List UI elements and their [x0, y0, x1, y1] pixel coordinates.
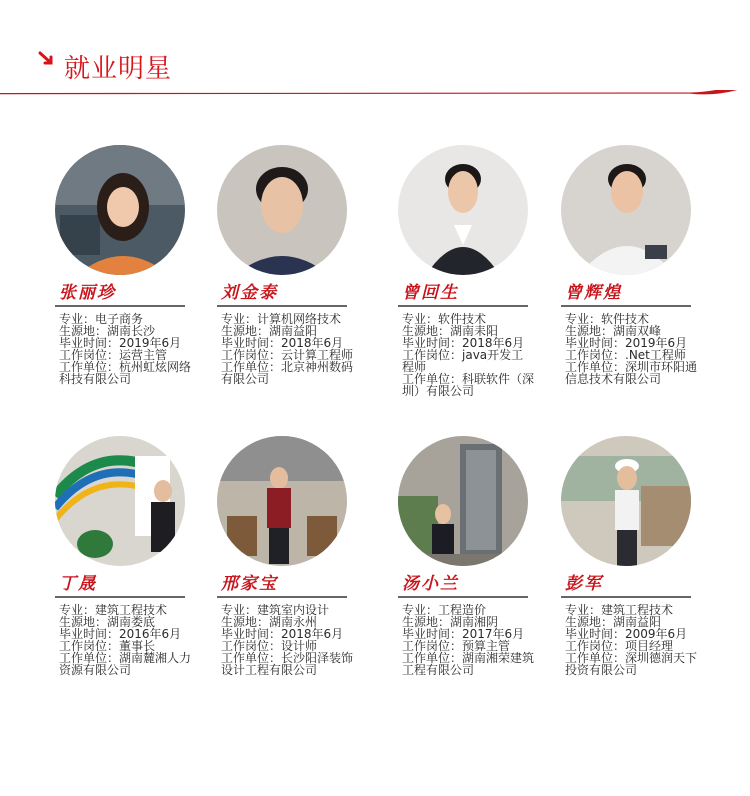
divider — [398, 596, 528, 598]
star-info — [565, 313, 697, 385]
star-name: 刘金泰 — [221, 283, 278, 303]
info-line: 工作单位：湖南麓湘人力资源有限公司 — [59, 651, 192, 677]
info-line: 工作岗位：设计师 — [221, 639, 318, 653]
star-info — [221, 604, 353, 676]
info-line: 生源地：湖南湘阴 — [402, 615, 499, 629]
info-line: 专业：建筑工程技术 — [565, 603, 674, 617]
avatar — [55, 145, 185, 275]
info-line: 专业：软件技术 — [565, 312, 650, 326]
info-line: 工作单位：深圳市环阳通信息技术有限公司 — [565, 360, 698, 386]
star-name: 曾回生 — [402, 283, 459, 303]
info-line: 生源地：湖南耒阳 — [402, 324, 499, 338]
info-line: 工作岗位：java开发工程师 — [402, 348, 524, 374]
star-name: 邢家宝 — [221, 574, 278, 594]
info-line: 工作岗位：.Net工程师 — [565, 348, 686, 362]
divider — [561, 305, 691, 307]
star-name: 曾辉煌 — [565, 283, 622, 303]
star-name: 汤小兰 — [402, 574, 459, 594]
divider — [561, 596, 691, 598]
info-line: 专业：建筑室内设计 — [221, 603, 330, 617]
info-line: 毕业时间：2018年6月 — [221, 627, 344, 641]
info-line: 生源地：湖南永州 — [221, 615, 318, 629]
info-line: 毕业时间：2016年6月 — [59, 627, 182, 641]
info-line: 生源地：湖南双峰 — [565, 324, 662, 338]
info-line: 工作岗位：预算主管 — [402, 639, 511, 653]
divider — [217, 305, 347, 307]
info-line: 毕业时间：2018年6月 — [221, 336, 344, 350]
info-line: 专业：电子商务 — [59, 312, 144, 326]
star-name: 张丽珍 — [59, 283, 116, 303]
star-info — [59, 313, 191, 385]
avatar — [561, 436, 691, 566]
info-line: 生源地：湖南娄底 — [59, 615, 156, 629]
info-line: 毕业时间：2009年6月 — [565, 627, 688, 641]
info-line: 工作岗位：董事长 — [59, 639, 156, 653]
info-line: 毕业时间：2018年6月 — [402, 336, 525, 350]
info-line: 生源地：湖南益阳 — [565, 615, 662, 629]
info-line: 工作单位：长沙阳泽装饰设计工程有限公司 — [221, 651, 354, 677]
avatar — [398, 145, 528, 275]
info-line: 工作单位：湖南湘荣建筑工程有限公司 — [402, 651, 535, 677]
info-line: 工作单位：科联软件（深圳）有限公司 — [402, 372, 535, 398]
star-name: 丁晟 — [59, 574, 97, 594]
page-title: 就业明星 — [64, 54, 173, 84]
info-line: 专业：计算机网络技术 — [221, 312, 342, 326]
divider — [55, 596, 185, 598]
header-underline — [0, 90, 750, 100]
info-line: 工作岗位：项目经理 — [565, 639, 674, 653]
star-info — [402, 604, 534, 676]
info-line: 专业：工程造价 — [402, 603, 487, 617]
star-info — [565, 604, 697, 676]
avatar — [217, 436, 347, 566]
info-line: 生源地：湖南长沙 — [59, 324, 156, 338]
info-line: 工作岗位：云计算工程师 — [221, 348, 354, 362]
divider — [55, 305, 185, 307]
info-line: 工作单位：北京神州数码有限公司 — [221, 360, 354, 386]
star-info — [221, 313, 353, 385]
avatar — [561, 145, 691, 275]
star-info — [402, 313, 534, 397]
section-header — [0, 0, 750, 100]
info-line: 工作单位：杭州虹炫网络科技有限公司 — [59, 360, 192, 386]
info-line: 工作单位：深圳德润天下投资有限公司 — [565, 651, 698, 677]
divider — [398, 305, 528, 307]
info-line: 毕业时间：2019年6月 — [59, 336, 182, 350]
arrow-icon — [38, 50, 56, 68]
info-line: 毕业时间：2019年6月 — [565, 336, 688, 350]
info-line: 工作岗位：运营主管 — [59, 348, 168, 362]
info-line: 专业：软件技术 — [402, 312, 487, 326]
info-line: 专业：建筑工程技术 — [59, 603, 168, 617]
avatar — [55, 436, 185, 566]
star-name: 彭军 — [565, 574, 603, 594]
avatar — [217, 145, 347, 275]
divider — [217, 596, 347, 598]
star-info — [59, 604, 191, 676]
info-line: 生源地：湖南益阳 — [221, 324, 318, 338]
avatar — [398, 436, 528, 566]
info-line: 毕业时间：2017年6月 — [402, 627, 525, 641]
